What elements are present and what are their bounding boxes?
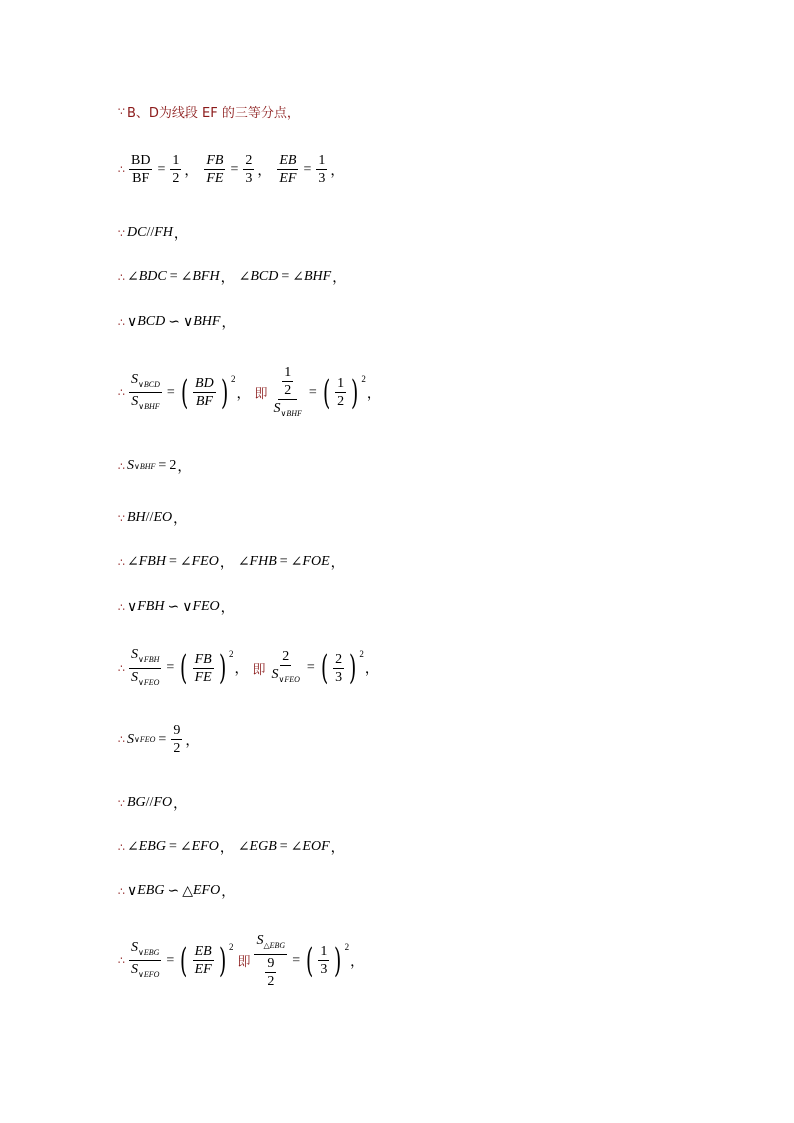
- therefore-symbol: ∴: [118, 840, 125, 854]
- denominator: [271, 400, 303, 422]
- line-16: [118, 932, 368, 990]
- equals: =: [308, 384, 317, 400]
- area-s: S: [131, 394, 139, 410]
- subscript: EBG: [269, 940, 286, 950]
- denominator: 2: [337, 394, 345, 410]
- denominator: 3: [318, 171, 326, 186]
- right-paren: ): [218, 940, 226, 981]
- numerator: BD: [195, 376, 214, 392]
- because-symbol: ∵: [118, 226, 125, 240]
- angle-name: BDC: [138, 269, 167, 284]
- fraction-9-2: [265, 955, 276, 990]
- parallel-symbol: //: [145, 795, 154, 810]
- equals: =: [292, 952, 301, 968]
- angle-name: EFO: [191, 839, 219, 854]
- area-s: S: [273, 401, 281, 416]
- angle-symbol: ∠: [180, 269, 193, 285]
- line-9: [118, 552, 349, 572]
- area-s: S: [256, 933, 264, 948]
- fraction-1-3: [318, 943, 329, 978]
- numerator: [129, 939, 161, 962]
- equals: =: [166, 952, 175, 968]
- comma: ，: [330, 841, 345, 856]
- line-13: [118, 793, 191, 813]
- angle-name: EOF: [302, 839, 330, 854]
- therefore-symbol: ∴: [118, 954, 125, 968]
- subscript: FEO: [284, 675, 300, 685]
- subscript: EFO: [143, 970, 160, 980]
- exponent: 2: [361, 373, 366, 384]
- comma: ，: [366, 386, 381, 402]
- exponent: 2: [230, 373, 236, 384]
- equals: =: [279, 554, 288, 569]
- therefore-symbol: ∴: [118, 163, 125, 176]
- triangle-name: FBH: [137, 599, 165, 614]
- line-15: [118, 881, 239, 901]
- comma: ，: [350, 954, 365, 970]
- left-paren: (: [180, 372, 189, 413]
- subscript: BHF: [144, 402, 160, 412]
- triangle-name: EBG: [137, 883, 165, 898]
- triangle-symbol: ∨: [182, 599, 193, 615]
- exponent: 2: [228, 649, 234, 660]
- equals: =: [157, 161, 166, 177]
- subscript: BCD: [143, 379, 160, 389]
- angle-symbol: ∠: [292, 269, 304, 285]
- triangle-name: FEO: [192, 599, 220, 614]
- because-symbol: ∵: [118, 796, 125, 810]
- similar-symbol: ∽: [168, 314, 180, 330]
- triangle-symbol: ∨: [280, 408, 287, 418]
- denominator: FE: [194, 669, 212, 685]
- value: 2: [169, 458, 177, 473]
- numerator: 9: [173, 723, 181, 738]
- equals: =: [158, 458, 167, 473]
- angle-name: EBG: [138, 839, 166, 854]
- comma: ，: [185, 733, 200, 749]
- comma: ，: [234, 662, 249, 678]
- area-s: S: [131, 939, 138, 955]
- triangle-symbol: ∨: [134, 735, 140, 744]
- line-8: [118, 508, 191, 528]
- because-symbol: ∵: [118, 511, 125, 525]
- angle-symbol: ∠: [237, 839, 250, 855]
- fraction-bd-bf: [193, 375, 216, 410]
- comma: ，: [332, 271, 347, 286]
- because-symbol: ∵: [118, 105, 125, 118]
- comma: ，: [177, 460, 192, 475]
- line-10: [118, 597, 239, 617]
- numerator: 1: [320, 944, 328, 960]
- trisection-statement: B、D为线段 EF 的三等分点，: [127, 106, 300, 121]
- denominator: [261, 955, 280, 990]
- ji-word: 即: [237, 955, 251, 971]
- therefore-symbol: ∴: [118, 270, 125, 284]
- equals: =: [168, 839, 177, 854]
- parenthesized-ratio: [303, 940, 345, 981]
- comma: ，: [221, 885, 236, 900]
- exponent: 2: [359, 649, 364, 660]
- ji-word: 即: [254, 387, 268, 403]
- equals: =: [281, 269, 290, 284]
- triangle-symbol: ∨: [134, 461, 140, 471]
- similar-symbol: ∽: [167, 883, 180, 899]
- comma: ，: [219, 841, 234, 856]
- segment-dc: DC: [127, 225, 147, 240]
- area-s: S: [271, 667, 279, 683]
- right-paren: ): [218, 648, 226, 689]
- left-paren: (: [322, 372, 331, 413]
- numerator: FB: [206, 153, 224, 168]
- parenthesized-ratio: [177, 648, 229, 689]
- comma: ，: [219, 556, 234, 571]
- therefore-symbol: ∴: [118, 555, 125, 569]
- line-14: [118, 837, 349, 857]
- angle-symbol: ∠: [127, 839, 139, 855]
- triangle-symbol: ∨: [127, 314, 138, 330]
- triangle-symbol: ∨: [138, 970, 144, 980]
- similar-symbol: ∽: [167, 599, 180, 615]
- comma: ，: [173, 797, 188, 812]
- area-equation-fraction: [254, 932, 287, 990]
- numerator: 1: [284, 365, 292, 380]
- angle-symbol: ∠: [238, 269, 251, 285]
- numerator: FB: [194, 651, 212, 667]
- segment-fo: FO: [153, 795, 173, 810]
- comma: ，: [236, 386, 251, 402]
- right-paren: ): [220, 372, 228, 413]
- denominator: BF: [195, 394, 213, 410]
- left-paren: (: [180, 940, 188, 981]
- area-ratio-fraction: [129, 939, 161, 984]
- ji-word: 即: [252, 662, 266, 678]
- therefore-symbol: ∴: [118, 733, 125, 746]
- angle-name: FEO: [191, 554, 219, 569]
- triangle-symbol: ∨: [278, 675, 285, 685]
- comma: ，: [330, 163, 345, 179]
- parallel-symbol: //: [145, 510, 154, 525]
- angle-symbol: ∠: [290, 839, 303, 855]
- area-s: S: [131, 647, 138, 662]
- equals: =: [230, 161, 239, 177]
- area-s: S: [131, 962, 138, 978]
- numerator: BD: [131, 153, 151, 168]
- subscript: FBH: [143, 654, 160, 664]
- equals: =: [303, 161, 312, 177]
- fraction-fb-fe: [204, 152, 225, 187]
- numerator: 1: [337, 376, 345, 392]
- exponent: 2: [344, 941, 350, 952]
- triangle-name: BHF: [193, 314, 221, 329]
- line-11: [118, 646, 383, 691]
- fraction-1-2: [170, 152, 181, 187]
- fraction-eb-ef: [193, 943, 214, 978]
- triangle-symbol: ∨: [138, 677, 144, 687]
- triangle-symbol: ∨: [127, 599, 138, 615]
- angle-symbol: ∠: [179, 839, 192, 855]
- segment-bh: BH: [127, 510, 146, 525]
- comma: ，: [173, 227, 188, 242]
- subscript: FEO: [143, 677, 160, 687]
- fraction-bd-bf: [129, 152, 152, 187]
- angle-name: FBH: [138, 554, 166, 569]
- fraction-1-3: [316, 152, 327, 187]
- parenthesized-ratio: [178, 372, 231, 413]
- area-s: S: [131, 669, 138, 685]
- line-4: [118, 267, 350, 287]
- angle-symbol: ∠: [127, 269, 139, 285]
- equals: =: [158, 731, 167, 747]
- subscript: BHF: [139, 461, 156, 471]
- fraction-9-2: [171, 722, 182, 757]
- numerator: [129, 371, 162, 394]
- segment-eo: EO: [153, 510, 173, 525]
- equals: =: [279, 839, 288, 854]
- comma: ，: [330, 556, 345, 571]
- denominator: BF: [132, 171, 150, 186]
- subscript: BHF: [286, 408, 302, 418]
- right-paren: ): [351, 372, 359, 413]
- parenthesized-ratio: [320, 372, 362, 413]
- numerator: [278, 364, 297, 400]
- triangle-symbol: ∨: [127, 883, 138, 899]
- angle-name: BHF: [303, 269, 332, 284]
- left-paren: (: [306, 940, 314, 981]
- angle-name: BFH: [192, 269, 220, 284]
- therefore-symbol: ∴: [118, 884, 125, 898]
- denominator: 3: [335, 669, 343, 685]
- comma: ，: [364, 662, 379, 678]
- parenthesized-ratio: [177, 940, 229, 981]
- angle-name: EGB: [249, 839, 277, 854]
- left-paren: (: [320, 648, 329, 689]
- comma: ，: [221, 316, 236, 331]
- numerator: 2: [245, 153, 253, 168]
- angle-symbol: ∠: [127, 554, 139, 570]
- area-s: S: [127, 731, 134, 747]
- numerator: 2: [335, 651, 343, 667]
- fraction-1-2: [282, 364, 293, 399]
- numerator: [129, 646, 161, 669]
- triangle-name: BCD: [137, 314, 166, 329]
- denominator: [269, 666, 301, 688]
- comma: ，: [173, 512, 188, 527]
- comma: ，: [184, 163, 199, 179]
- denominator: 2: [173, 741, 181, 756]
- triangle-symbol: △: [182, 883, 193, 899]
- line-1: [118, 102, 300, 121]
- triangle-symbol: ∨: [138, 379, 144, 389]
- area-ratio-fraction: [129, 646, 161, 691]
- denominator: 2: [284, 383, 292, 398]
- numerator: EB: [194, 944, 212, 960]
- parallel-symbol: //: [146, 225, 155, 240]
- denominator: 3: [245, 171, 253, 186]
- exponent: 2: [228, 941, 234, 952]
- equals: =: [168, 554, 177, 569]
- segment-bg: BG: [127, 795, 146, 810]
- right-paren: ): [334, 940, 342, 981]
- denominator: 2: [172, 171, 180, 186]
- numerator: 1: [318, 153, 326, 168]
- denominator: EF: [279, 171, 297, 186]
- denominator: 2: [267, 973, 275, 989]
- line-2: [118, 152, 348, 187]
- triangle-symbol: △: [263, 940, 270, 950]
- fraction-2-3: [243, 152, 254, 187]
- numerator: EB: [279, 153, 297, 168]
- denominator: 3: [320, 962, 328, 978]
- equals: =: [166, 384, 175, 400]
- right-paren: ): [349, 648, 357, 689]
- angle-symbol: ∠: [237, 554, 250, 570]
- fraction-eb-ef: [277, 152, 298, 187]
- triangle-name: EFO: [192, 883, 221, 898]
- angle-name: BCD: [250, 269, 279, 284]
- segment-fh: FH: [154, 225, 173, 240]
- subscript: FEO: [139, 735, 156, 744]
- therefore-symbol: ∴: [118, 600, 125, 614]
- numerator: 1: [172, 153, 180, 168]
- denominator: EF: [194, 962, 212, 978]
- denominator: [129, 669, 161, 691]
- denominator: [129, 961, 161, 983]
- fraction-fb-fe: [193, 651, 214, 686]
- fraction-1-2: [335, 375, 346, 410]
- comma: ，: [220, 601, 235, 616]
- angle-symbol: ∠: [179, 554, 192, 570]
- therefore-symbol: ∴: [118, 315, 125, 329]
- parenthesized-ratio: [318, 648, 360, 689]
- line-5: [118, 312, 239, 332]
- area-equation-fraction: [269, 648, 301, 688]
- therefore-symbol: ∴: [118, 459, 125, 473]
- comma: ，: [257, 163, 272, 179]
- line-7: [118, 456, 195, 476]
- equals: =: [166, 660, 175, 676]
- area-s: S: [127, 458, 134, 473]
- equals: =: [169, 269, 178, 284]
- triangle-symbol: ∨: [138, 402, 145, 412]
- denominator: [129, 393, 161, 415]
- therefore-symbol: ∴: [118, 386, 125, 400]
- area-equation-fraction: [271, 364, 303, 422]
- left-paren: (: [180, 648, 188, 689]
- area-ratio-fraction: [129, 371, 162, 416]
- numerator: 2: [282, 649, 290, 665]
- line-3: [118, 223, 192, 243]
- triangle-symbol: ∨: [138, 947, 144, 957]
- area-s: S: [131, 371, 138, 387]
- triangle-symbol: ∨: [138, 654, 144, 664]
- therefore-symbol: ∴: [118, 661, 125, 675]
- denominator: FE: [206, 171, 224, 186]
- triangle-symbol: ∨: [182, 314, 194, 330]
- comma: ，: [220, 271, 235, 286]
- angle-name: FOE: [302, 554, 330, 569]
- fraction-2-3: [333, 651, 344, 686]
- equals: =: [306, 660, 315, 676]
- numerator: [254, 932, 287, 955]
- subscript: EBG: [143, 947, 160, 957]
- numerator: 9: [267, 955, 275, 971]
- angle-name: FHB: [249, 554, 277, 569]
- angle-symbol: ∠: [290, 554, 303, 570]
- line-12: [118, 722, 203, 757]
- line-6: [118, 364, 385, 422]
